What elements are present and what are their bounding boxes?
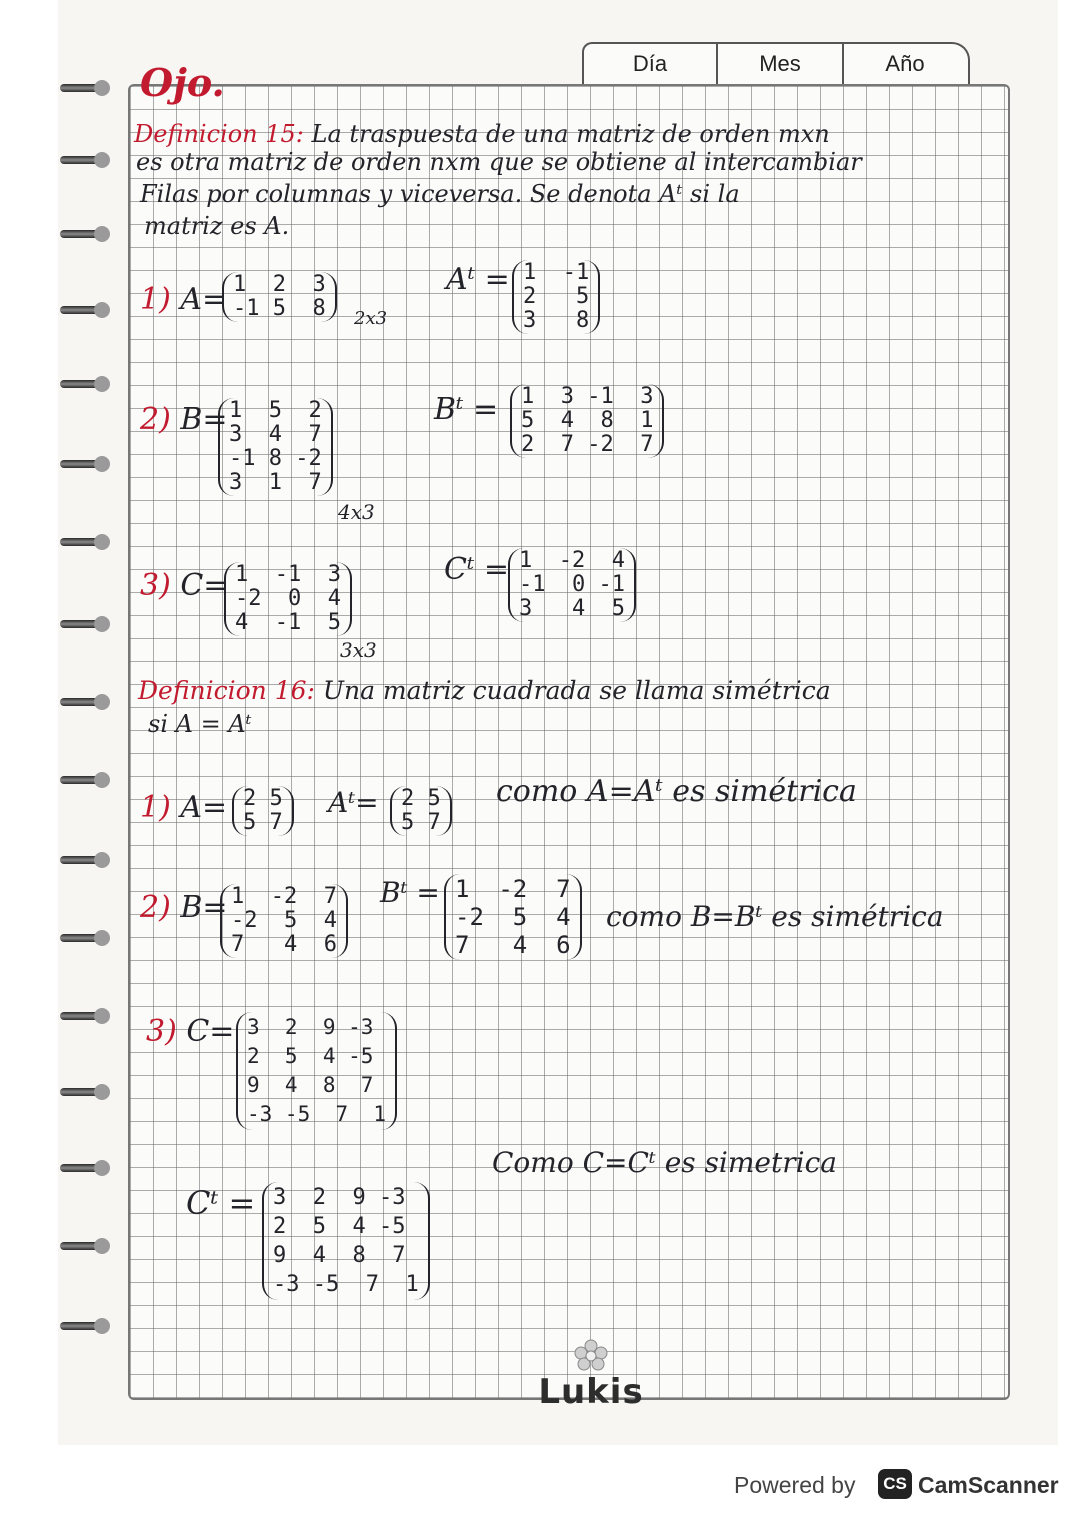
matrix-order: 3x3 — [340, 638, 377, 662]
transpose-label: Bᵗ = — [380, 876, 440, 909]
powered-by-text: Powered by — [734, 1472, 856, 1498]
spiral-ring — [60, 298, 106, 324]
spiral-ring — [60, 1234, 106, 1260]
spiral-ring — [60, 612, 106, 638]
matrix-b: 1 5 2 3 4 7 -1 8 -2 3 1 7 — [218, 398, 333, 496]
transpose-label: Aᵗ= — [328, 786, 379, 819]
spiral-ring — [60, 926, 106, 952]
conclusion-text: Como C=Cᵗ es simetrica — [492, 1146, 837, 1179]
def15-line-4: matriz es A. — [144, 212, 290, 240]
spiral-ring — [60, 768, 106, 794]
matrix-a: 1 2 3 -1 5 8 — [222, 272, 337, 322]
example-label: 2) B= — [140, 890, 228, 925]
spiral-ring — [60, 148, 106, 174]
transpose-label: Cᵗ = — [186, 1184, 256, 1222]
matrix-c: 1 -1 3 -2 0 4 4 -1 5 — [224, 562, 352, 636]
matrix-a-sym-transpose: 2 5 5 7 — [390, 786, 452, 836]
matrix-order: 4x3 — [338, 500, 375, 524]
example-label: 3) C= — [140, 568, 229, 603]
date-label-year: Año — [885, 51, 925, 76]
lukis-logo — [536, 1338, 646, 1428]
date-header — [582, 42, 970, 84]
example-label: 1) A= — [140, 282, 228, 317]
matrix-b-sym-transpose: 1 -2 7 -2 5 4 7 4 6 — [444, 874, 582, 960]
conclusion-text: como B=Bᵗ es simétrica — [606, 900, 944, 933]
spiral-ring — [60, 1080, 106, 1106]
spiral-ring — [60, 1314, 106, 1340]
spiral-ring — [60, 452, 106, 478]
matrix-b-sym: 1 -2 7 -2 5 4 7 4 6 — [220, 884, 348, 958]
date-label-month: Mes — [759, 51, 801, 76]
spiral-ring — [60, 1004, 106, 1030]
matrix-a-sym: 2 5 5 7 — [232, 786, 294, 836]
logo-text: Lukis — [538, 1372, 644, 1412]
matrix-b-transpose: 1 3 -1 3 5 4 8 1 2 7 -2 7 — [510, 384, 664, 458]
spiral-ring — [60, 76, 106, 102]
example-label: 3) C= — [146, 1014, 235, 1049]
transpose-label: Bᵗ = — [434, 392, 499, 427]
def15-line-2: es otra matriz de orden nxm que se obtiene al intercambiar — [136, 148, 862, 176]
spiral-ring — [60, 1156, 106, 1182]
conclusion-text: como A=Aᵗ es simétrica — [496, 774, 857, 809]
matrix-c-sym-transpose: 3 2 9 -3 2 5 4 -5 9 4 8 7 -3 -5 7 1 — [262, 1182, 430, 1300]
transpose-label: Aᵗ = — [446, 262, 510, 297]
spiral-ring — [60, 372, 106, 398]
def16-line-1: Definicion 16: Una matriz cuadrada se llama simétrica — [138, 676, 831, 705]
matrix-a-transpose: 1 -1 2 5 3 8 — [512, 260, 600, 334]
matrix-c-transpose: 1 -2 4 -1 0 -1 3 4 5 — [508, 548, 636, 622]
spiral-ring — [60, 690, 106, 716]
ojo-heading: Ojo. — [140, 60, 225, 105]
spiral-ring — [60, 848, 106, 874]
spiral-ring — [60, 222, 106, 248]
example-label: 2) B= — [140, 402, 228, 437]
example-label: 1) A= — [140, 790, 228, 825]
spiral-ring — [60, 530, 106, 556]
def16-line-2: si A = Aᵗ — [148, 710, 252, 738]
def15-line-3: Filas por columnas y viceversa. Se denota Aᵗ si la — [140, 180, 740, 208]
camscanner-badge-icon: CS — [878, 1469, 912, 1499]
matrix-c-sym: 3 2 9 -3 2 5 4 -5 9 4 8 7 -3 -5 7 1 — [236, 1012, 397, 1130]
camscanner-brand: CamScanner — [918, 1472, 1059, 1498]
matrix-order: 2x3 — [354, 308, 388, 329]
date-label-day: Día — [632, 51, 668, 76]
def15-line-1: Definicion 15: La traspuesta de una matriz de orden mxn — [134, 120, 830, 148]
transpose-label: Cᵗ = — [444, 552, 510, 587]
